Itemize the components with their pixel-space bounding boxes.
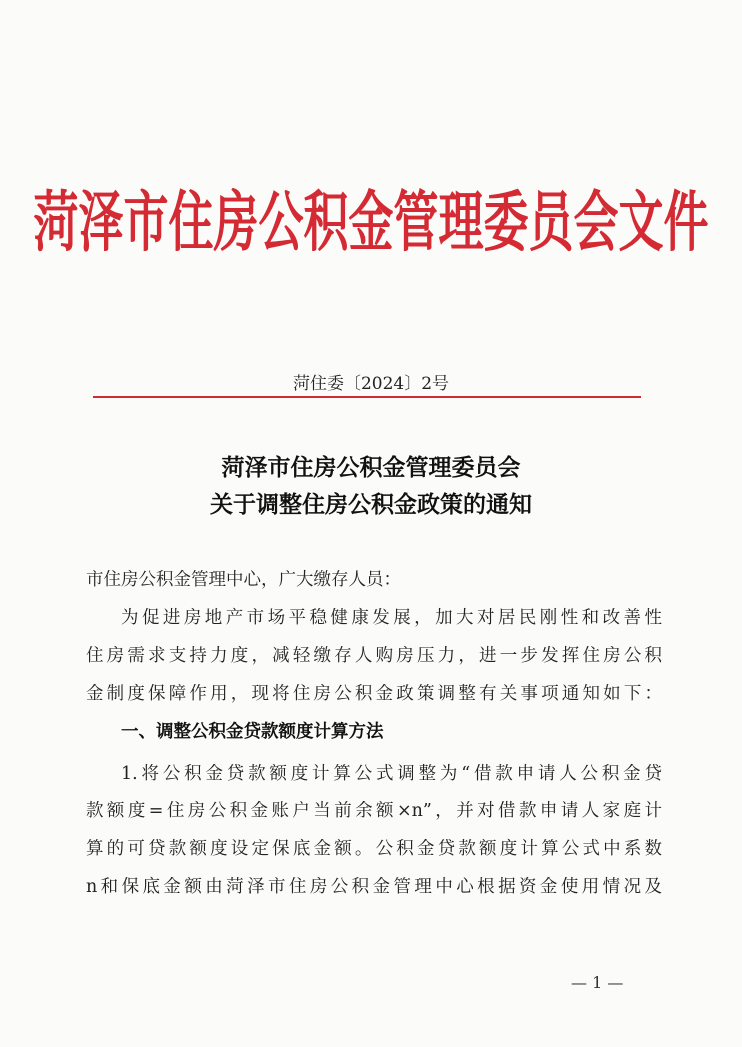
item-1-line-2: 款额度=住房公积金账户当前余额×n”，并对借款申请人家庭计 bbox=[86, 801, 662, 821]
page-number: — 1 — bbox=[571, 973, 624, 992]
item-1-line-4: n和保底金额由菏泽市住房公积金管理中心根据资金使用情况及 bbox=[86, 877, 662, 897]
paragraph-1-line-1: 为促进房地产市场平稳健康发展，加大对居民刚性和改善性 bbox=[121, 608, 662, 628]
document-number: 菏住委〔2024〕2号 bbox=[292, 374, 450, 394]
salutation: 市住房公积金管理中心，广大缴存人员： bbox=[86, 570, 401, 590]
red-divider-line bbox=[93, 396, 641, 398]
paragraph-1-line-2: 住房需求支持力度，减轻缴存人购房压力，进一步发挥住房公积 bbox=[86, 646, 662, 666]
document-title-line-2: 关于调整住房公积金政策的通知 bbox=[210, 491, 532, 518]
paragraph-1-line-3: 金制度保障作用，现将住房公积金政策调整有关事项通知如下： bbox=[86, 684, 662, 704]
document-title-line-1: 菏泽市住房公积金管理委员会 bbox=[221, 454, 521, 481]
section-1-heading: 一、调整公积金贷款额度计算方法 bbox=[121, 722, 384, 742]
document-masthead: 菏泽市住房公积金管理委员会文件 bbox=[33, 183, 709, 261]
item-1-line-3: 算的可贷款额度设定保底金额。公积金贷款额度计算公式中系数 bbox=[86, 839, 662, 859]
item-1-line-1: 1.将公积金贷款额度计算公式调整为“借款申请人公积金贷 bbox=[121, 764, 662, 784]
